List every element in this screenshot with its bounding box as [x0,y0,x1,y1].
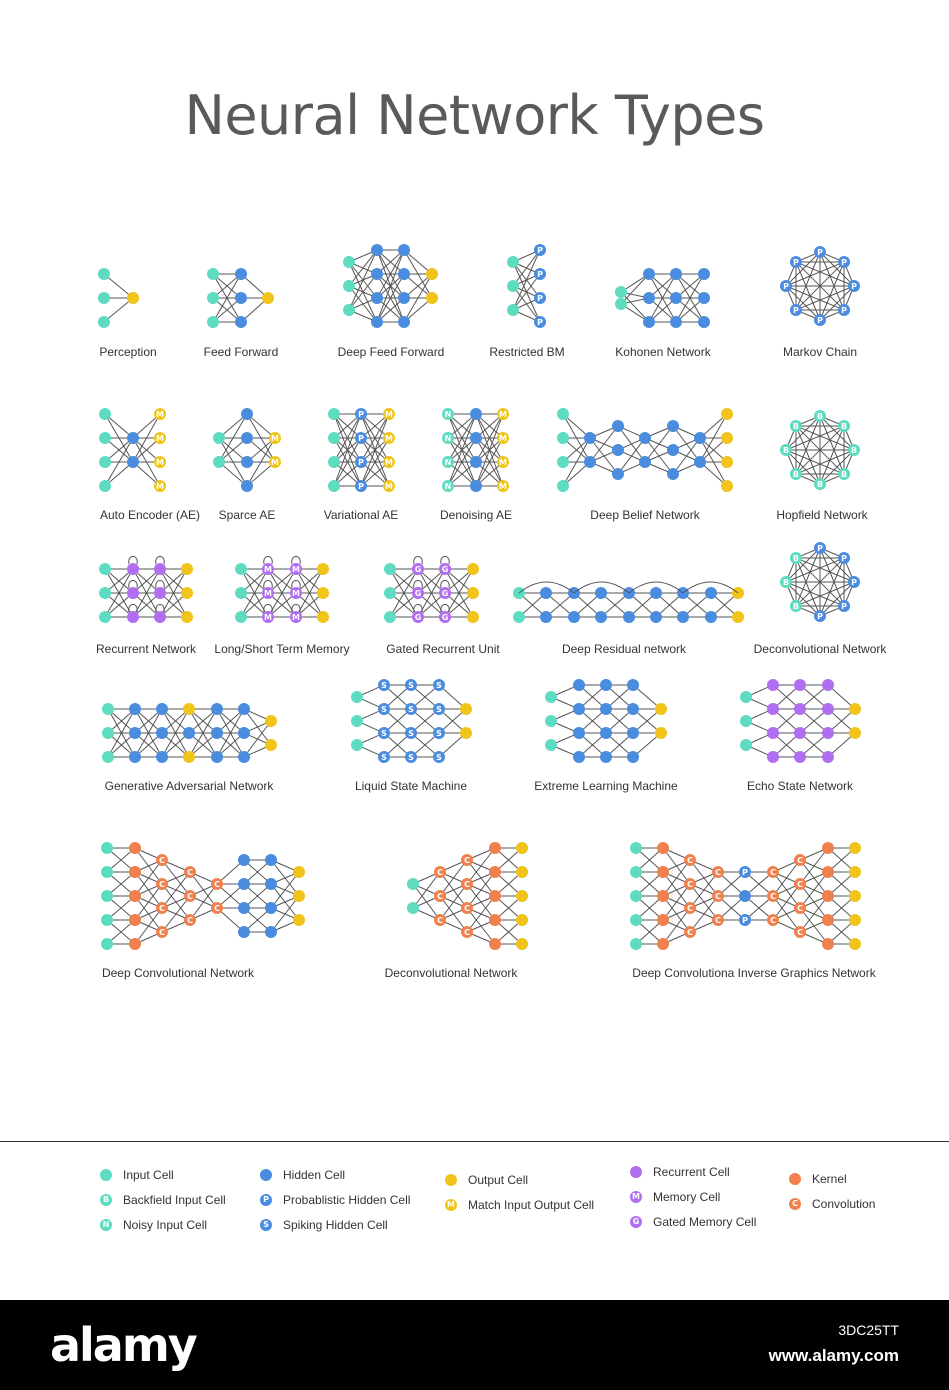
svg-text:C: C [159,904,165,913]
diagram-feed_forward [207,268,274,328]
legend-swatch-icon: G [630,1216,642,1228]
svg-text:C: C [797,880,803,889]
label-deep-residual: Deep Residual network [561,642,687,656]
diagram-deep_belief [557,408,733,492]
legend-label: Spiking Hidden Cell [283,1218,388,1232]
svg-text:P: P [783,282,789,291]
svg-text:B: B [816,412,824,421]
svg-text:M: M [292,613,300,622]
legend-item-gated-memory [630,1215,756,1229]
legend-label: Gated Memory Cell [653,1215,757,1229]
svg-text:M: M [156,434,164,443]
legend-item-kernel [789,1172,847,1186]
svg-text:C: C [687,928,693,937]
legend-label: Hidden Cell [283,1168,346,1182]
svg-text:C: C [437,892,443,901]
svg-text:M: M [156,410,164,419]
diagram-lstm [235,557,329,624]
diagram-restricted_bm [507,244,546,328]
svg-text:B: B [782,446,790,455]
label-restricted-bm: Restricted BM [489,345,565,359]
label-denoising-ae: Denoising AE [439,508,513,522]
diagram-perception [98,268,139,328]
svg-text:P: P [793,306,799,316]
svg-text:S: S [381,729,387,738]
svg-text:N: N [444,482,452,491]
svg-text:C: C [715,868,721,877]
label-gan: Generative Adversarial Network [104,779,274,793]
label-esn: Echo State Network [746,779,854,793]
svg-text:C: C [464,856,470,865]
diagram-dcign [630,842,861,950]
svg-text:P: P [841,602,847,612]
svg-text:P: P [851,282,857,291]
svg-text:P: P [742,916,748,925]
svg-text:M: M [264,565,272,574]
svg-text:P: P [537,270,543,279]
label-deep-belief: Deep Belief Network [590,508,700,522]
legend-swatch-icon [445,1174,457,1186]
label-deep-feed-forward: Deep Feed Forward [337,345,445,359]
legend-label: Probablistic Hidden Cell [283,1193,411,1207]
label-variational-ae: Variational AE [323,508,399,522]
svg-text:S: S [381,705,387,714]
diagram-auto_encoder [99,408,166,492]
legend-label: Convolution [812,1197,876,1211]
legend-label: Noisy Input Cell [123,1218,208,1232]
legend-item-spiking [260,1218,388,1232]
legend-item-match-io [445,1198,594,1212]
legend-swatch-icon: P [260,1194,272,1206]
legend-swatch-icon: B [100,1194,112,1206]
legend-item-hidden [260,1168,345,1182]
svg-text:B: B [782,578,790,587]
svg-text:S: S [381,753,387,762]
legend-swatch-icon: S [260,1219,272,1231]
label-feed-forward: Feed Forward [203,345,279,359]
svg-text:C: C [797,856,803,865]
svg-text:S: S [408,705,414,714]
svg-text:C: C [214,904,220,913]
svg-text:G: G [414,565,422,574]
label-deconv-small: Deconvolutional Network [753,642,887,656]
label-elm: Extreme Learning Machine [534,779,678,793]
svg-text:S: S [408,753,414,762]
diagram-dcn [101,842,305,950]
page-title: Neural Network Types [184,84,765,147]
svg-text:B: B [850,446,858,455]
svg-text:G: G [414,613,422,622]
legend-label: Kernel [812,1172,847,1186]
stock-id: 3DC25TT [838,1322,899,1338]
svg-text:G: G [414,589,422,598]
legend-item-noisy [100,1218,207,1232]
svg-text:S: S [436,753,442,762]
legend-item-convolution [789,1197,875,1211]
svg-text:B: B [840,421,848,431]
legend-label: Output Cell [468,1173,529,1187]
legend-item-output [445,1173,528,1187]
label-markov: Markov Chain [782,345,858,359]
svg-text:S: S [436,705,442,714]
svg-text:C: C [770,868,776,877]
svg-text:C: C [437,868,443,877]
label-lstm: Long/Short Term Memory [214,642,350,656]
svg-text:M: M [385,458,393,467]
svg-text:C: C [464,928,470,937]
svg-text:C: C [464,880,470,889]
label-lsm: Liquid State Machine [354,779,468,793]
diagram-deep_feed_forward [343,244,438,328]
svg-text:C: C [687,904,693,913]
svg-text:C: C [437,916,443,925]
diagram-recurrent [99,557,193,624]
diagram-markov [780,246,860,326]
svg-text:P: P [358,482,364,491]
diagram-gan [102,703,277,763]
svg-text:M: M [499,410,507,419]
svg-text:C: C [797,928,803,937]
diagram-sparse_ae [213,408,281,492]
svg-text:P: P [358,458,364,467]
brand-logo: alamy [50,1318,196,1372]
label-hopfield: Hopfield Network [776,508,868,522]
legend-divider [0,1141,949,1142]
diagram-deconv [407,842,528,950]
legend-item-recurrent [630,1165,730,1179]
svg-text:C: C [159,928,165,937]
svg-text:P: P [358,434,364,443]
svg-text:M: M [271,458,279,467]
svg-text:P: P [817,316,823,325]
legend-swatch-icon: M [630,1191,642,1203]
svg-text:N: N [444,410,452,419]
svg-text:M: M [271,434,279,443]
svg-text:P: P [841,306,847,316]
svg-text:P: P [817,544,823,553]
diagram-denoising_ae [442,408,509,492]
svg-text:C: C [770,916,776,925]
diagram-elm [545,679,667,763]
svg-text:M: M [385,410,393,419]
svg-text:B: B [792,553,800,563]
svg-text:M: M [156,482,164,491]
svg-text:P: P [537,246,543,255]
svg-text:P: P [793,257,799,267]
svg-text:B: B [840,470,848,480]
svg-text:N: N [444,434,452,443]
svg-text:C: C [187,892,193,901]
diagram-esn [740,679,861,763]
svg-text:G: G [441,565,449,574]
label-gru: Gated Recurrent Unit [386,642,500,656]
diagram-deconv_small [780,542,860,622]
label-dcign: Deep Convolutiona Inverse Graphics Network [632,966,876,980]
svg-text:P: P [817,612,823,621]
svg-text:M: M [499,458,507,467]
svg-text:G: G [441,589,449,598]
svg-text:B: B [792,470,800,480]
diagram-deep_residual [513,582,744,623]
legend-swatch-icon [260,1169,272,1181]
svg-text:C: C [687,856,693,865]
legend-label: Backfield Input Cell [123,1193,226,1207]
stock-url: www.alamy.com [768,1346,899,1365]
svg-text:M: M [264,589,272,598]
svg-text:M: M [156,458,164,467]
legend-item-backfield [100,1193,226,1207]
svg-text:P: P [358,410,364,419]
svg-text:S: S [436,681,442,690]
svg-text:C: C [715,916,721,925]
diagram-gru [384,557,479,624]
svg-text:C: C [770,892,776,901]
diagram-variational_ae [328,408,395,492]
svg-text:C: C [159,856,165,865]
svg-text:N: N [444,458,452,467]
svg-text:S: S [408,729,414,738]
diagram-lsm [351,679,472,763]
legend-label: Match Input Output Cell [468,1198,595,1212]
svg-text:M: M [385,434,393,443]
legend-item-input [100,1168,174,1182]
svg-text:C: C [159,880,165,889]
label-recurrent: Recurrent Network [95,642,197,656]
svg-text:B: B [792,602,800,612]
svg-text:S: S [408,681,414,690]
svg-text:M: M [292,565,300,574]
legend-swatch-icon [789,1173,801,1185]
legend-swatch-icon: C [789,1198,801,1210]
legend-item-probablistic [260,1193,410,1207]
svg-text:B: B [816,480,824,489]
label-sparse-ae: Sparce AE [218,508,276,522]
svg-text:C: C [797,904,803,913]
svg-text:C: C [214,880,220,889]
label-dcn: Deep Convolutional Network [101,966,255,980]
svg-text:C: C [187,868,193,877]
svg-text:C: C [687,880,693,889]
svg-text:P: P [742,868,748,877]
svg-text:S: S [436,729,442,738]
svg-text:B: B [792,421,800,431]
svg-text:P: P [841,257,847,267]
svg-text:P: P [851,578,857,587]
label-kohonen: Kohonen Network [615,345,711,359]
svg-text:G: G [441,613,449,622]
svg-text:C: C [464,904,470,913]
label-perception: Perception [99,345,157,359]
label-deconv: Deconvolutional Network [384,966,518,980]
legend-swatch-icon: N [100,1219,112,1231]
svg-text:P: P [841,553,847,563]
legend-swatch-icon [630,1166,642,1178]
legend-label: Memory Cell [653,1190,721,1204]
legend-swatch-icon [100,1169,112,1181]
diagram-hopfield [780,410,860,490]
svg-text:M: M [292,589,300,598]
footer-bar [0,1300,949,1390]
svg-text:C: C [187,916,193,925]
legend-item-memory [630,1190,720,1204]
svg-text:M: M [499,482,507,491]
svg-text:P: P [817,248,823,257]
svg-text:M: M [264,613,272,622]
svg-text:P: P [537,294,543,303]
legend-label: Recurrent Cell [653,1165,730,1179]
svg-text:C: C [715,892,721,901]
svg-text:M: M [499,434,507,443]
legend-label: Input Cell [123,1168,174,1182]
diagram-kohonen [615,268,710,328]
svg-text:M: M [385,482,393,491]
legend-swatch-icon: M [445,1199,457,1211]
label-auto-encoder: Auto Encoder (AE) [99,508,201,522]
svg-text:S: S [381,681,387,690]
svg-text:P: P [537,318,543,327]
